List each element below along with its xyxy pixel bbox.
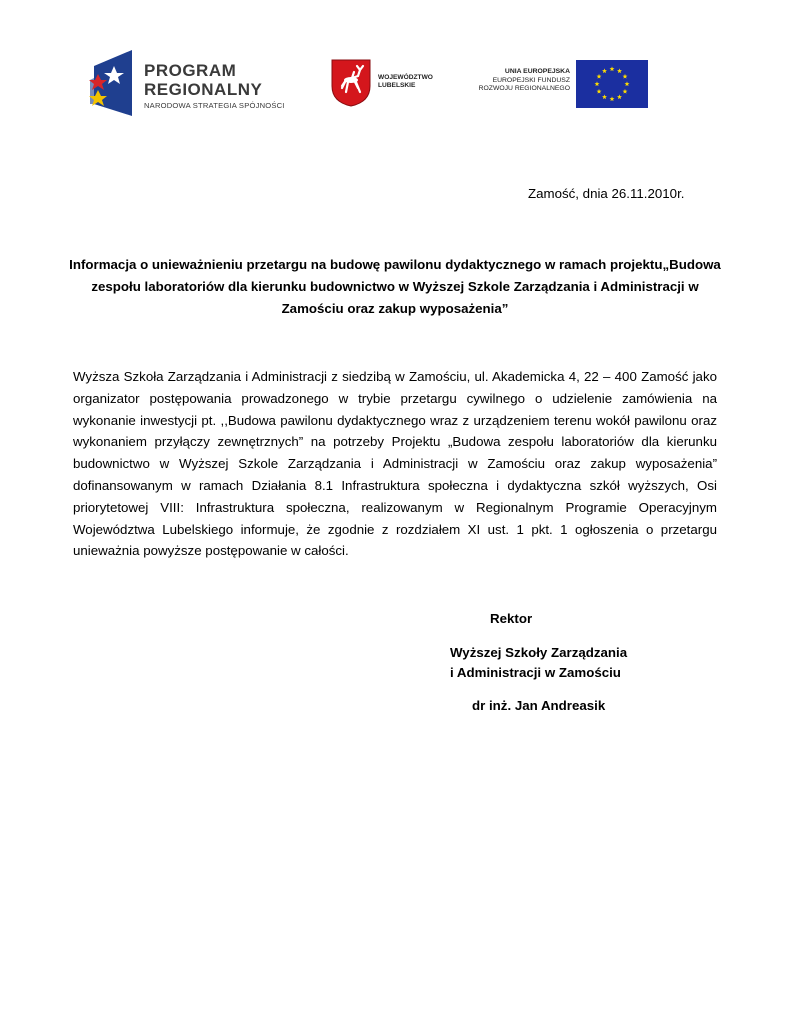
- signature-school-line1: Wyższej Szkoły Zarządzania: [450, 645, 628, 660]
- program-logo-line1: PROGRAM: [144, 61, 237, 80]
- document-body: Wyższa Szkoła Zarządzania i Administracji z siedzibą w Zamościu, ul. Akademicka 4, 22 – 400 Zamość jako organizator postępowania prowadzonego w trybie przetargu cywilnego o udzielenie zamówienia na wykonanie inwestycji pt. ,,Budowa pawilonu dydaktycznego wraz z urządzeniem terenu wokół pawilonu oraz wykonaniem przyłączy zewnętrznych” na potrzeby Projektu „Budowa zespołu laboratoriów dla kierunku budownictwo w Wyższej Szkole Zarządzania i Administracji w Zamościu oraz zakup wyposażenia” dofinansowanym w ramach Działania 8.1 Infrastruktura społeczna i dydaktyczna szkół wyższych, Osi priorytetowej VIII: Infrastruktura społeczna, realizowanym w Regionalnym Programie Operacyjnym Województwa Lubelskiego informuje, że zgodnie z rozdziałem XI ust. 1 pkt. 1 ogłoszenia o przetargu unieważnia powyższe postępowanie w całości.: [73, 369, 717, 559]
- eu-logo-line3: ROZWOJU REGIONALNEGO: [478, 85, 570, 92]
- signature-school-line2: i Administracji w Zamościu: [450, 665, 621, 680]
- document-title: Informacja o unieważnieniu przetargu na budowę pawilonu dydaktycznego w ramach projektu„Budowa zespołu laboratoriów dla kierunku budownictwo w Wyższej Szkole Zarządzania i Administracji w Zamościu oraz zakup wyposażenia”: [69, 257, 721, 316]
- program-logo-line2: REGIONALNY: [144, 80, 263, 99]
- eu-logo-text: [470, 68, 570, 94]
- wojewodztwo-lubelskie-logo: [330, 58, 450, 110]
- signature-role: Rektor: [490, 611, 533, 626]
- stars-arrow-emblem-icon: [84, 46, 140, 120]
- eu-logo-line2: EUROPEJSKI FUNDUSZ: [492, 76, 570, 84]
- region-logo-text: WOJEWÓDZTWO LUBELSKIE: [378, 74, 433, 89]
- unia-europejska-logo: [470, 60, 648, 108]
- document-date: Zamość, dnia 26.11.2010r.: [528, 186, 685, 201]
- program-logo-line3: NARODOWA STRATEGIA SPÓJNOŚCI: [144, 101, 285, 110]
- program-regionalny-logo: [84, 46, 304, 120]
- eu-logo-line1: UNIA EUROPEJSKA: [504, 68, 570, 75]
- signature-name: dr inż. Jan Andreasik: [472, 698, 606, 713]
- coat-of-arms-deer-icon: [330, 58, 372, 108]
- eu-flag-icon: [576, 60, 648, 108]
- signature-school: [450, 643, 628, 683]
